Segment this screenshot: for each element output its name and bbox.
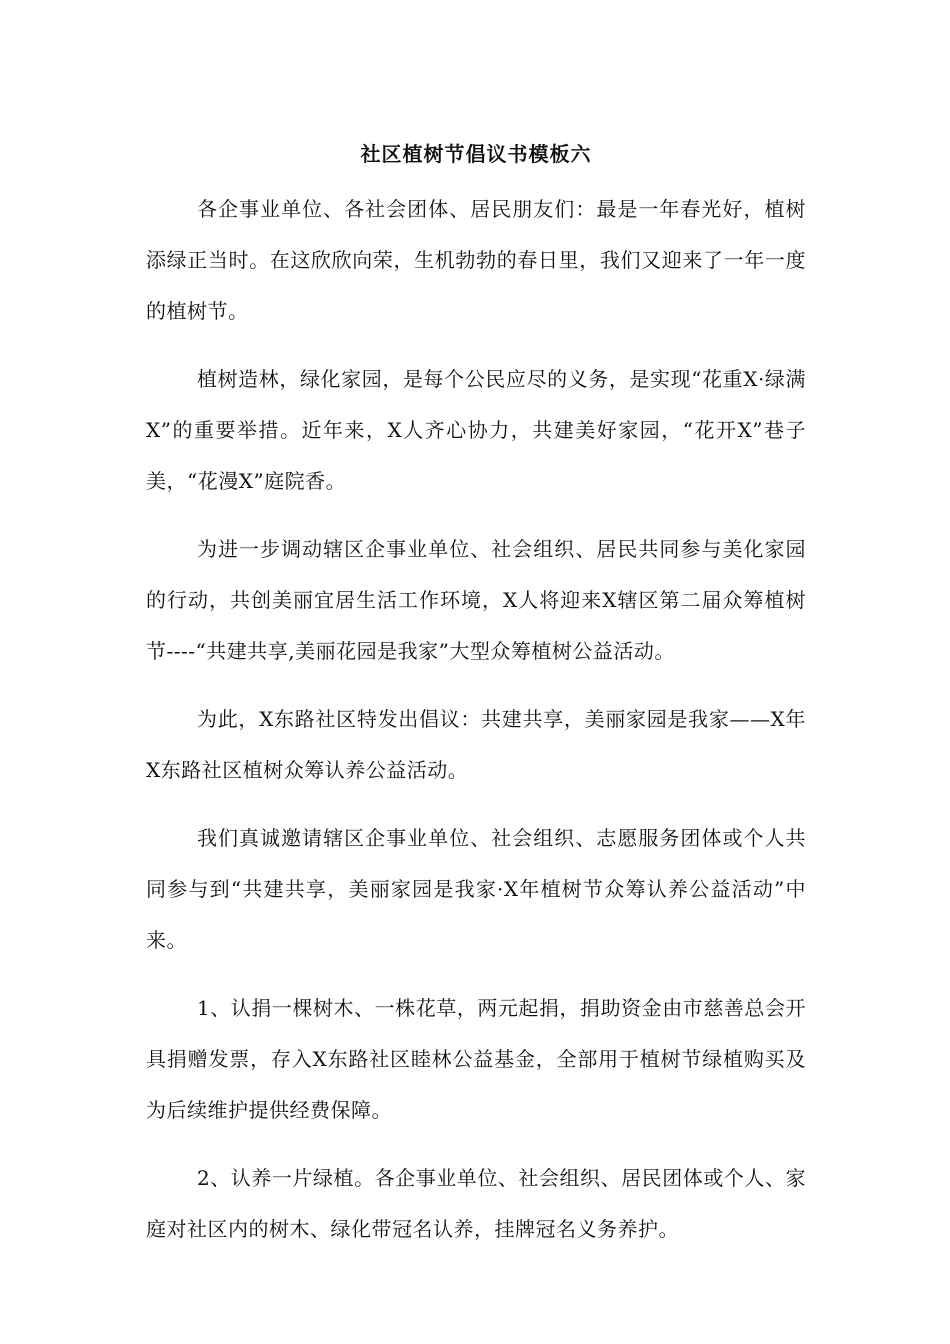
document-title: 社区植树节倡议书模板六	[360, 142, 592, 166]
document-body	[146, 134, 806, 1272]
paragraph-invitation: 我们真诚邀请辖区企事业单位、社会组织、志愿服务团体或个人共同参与到“共建共享，美丽家园是我家·X年植树节众筹认养公益活动”中来。	[146, 826, 806, 952]
paragraph-proposal: 为此，X东路社区特发出倡议：共建共享，美丽家园是我家——X年X东路社区植树众筹认养公益活动。	[146, 707, 806, 782]
paragraph-event-intro: 为进一步调动辖区企事业单位、社会组织、居民共同参与美化家园的行动，共创美丽宜居生活工作环境，X人将迎来X辖区第二届众筹植树节----“共建共享,美丽花园是我家”大型众筹植树公益活动。	[146, 537, 806, 663]
paragraph-afforestation: 植树造林，绿化家园，是每个公民应尽的义务，是实现“花重X·绿满X”的重要举措。近年来，X人齐心协力，共建美好家园，“花开X”巷子美，“花漫X”庭院香。	[146, 367, 806, 493]
paragraph-item-2: 2、认养一片绿植。各企事业单位、社会组织、居民团体或个人、家庭对社区内的树木、绿化带冠名认养，挂牌冠名义务养护。	[146, 1166, 806, 1241]
paragraph-greeting: 各企事业单位、各社会团体、居民朋友们：最是一年春光好，植树添绿正当时。在这欣欣向荣，生机勃勃的春日里，我们又迎来了一年一度的植树节。	[146, 197, 806, 323]
paragraph-item-1: 1、认捐一棵树木、一株花草，两元起捐，捐助资金由市慈善总会开具捐赠发票，存入X东路社区睦林公益基金，全部用于植树节绿植购买及为后续维护提供经费保障。	[146, 996, 806, 1122]
